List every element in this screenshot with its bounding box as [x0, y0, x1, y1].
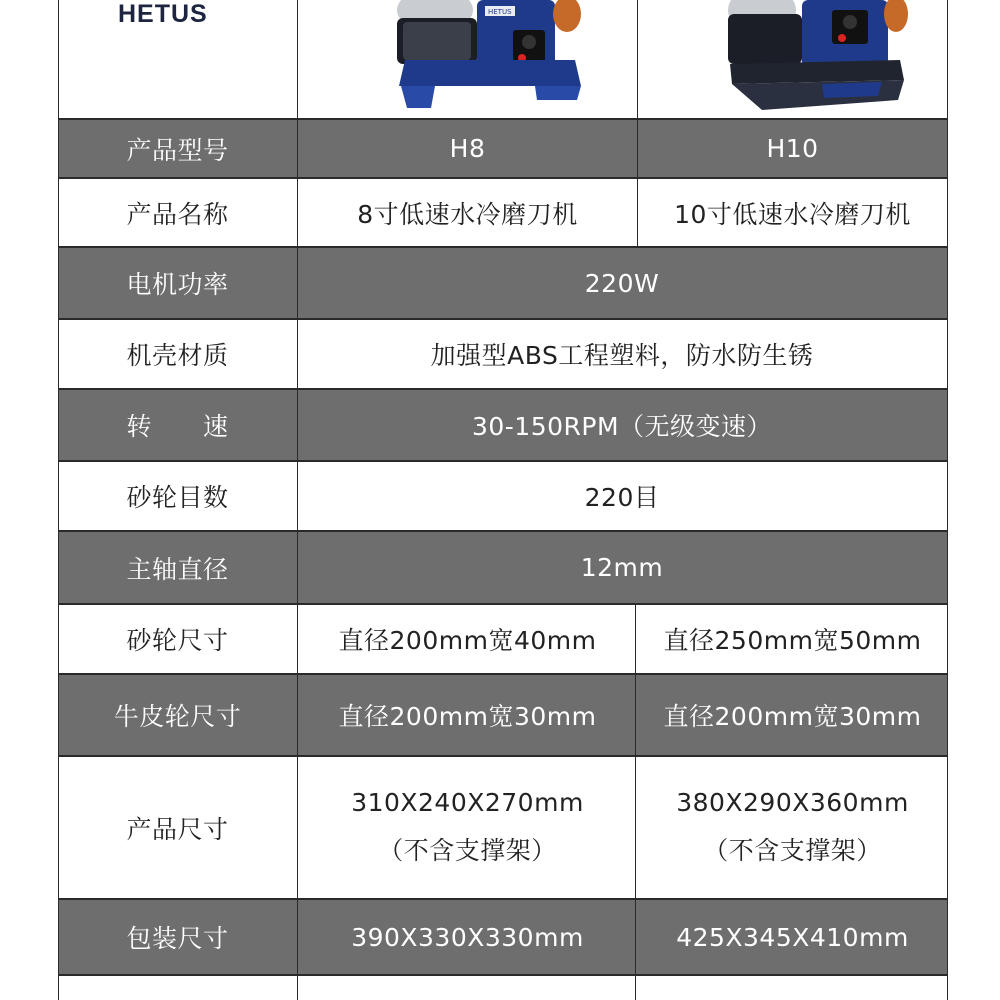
row-leather-wheel [58, 674, 947, 756]
value-grit: 220目 [584, 483, 660, 512]
value-spindle: 12mm [580, 553, 664, 582]
grinder-h8-image [385, 0, 595, 112]
value-h8-leather-wheel: 直径200mm宽30mm [338, 702, 597, 731]
value-speed: 30-150RPM（无级变速） [471, 412, 773, 441]
label-power: 电机功率 [126, 270, 229, 299]
value-h8-package-size: 390X330X330mm [351, 922, 584, 952]
row-product-size [58, 756, 947, 899]
grid-line-h12 [58, 974, 948, 976]
label-spindle: 主轴直径 [126, 554, 229, 584]
svg-text:HETUS: HETUS [488, 8, 512, 16]
row-name [58, 178, 947, 247]
grid-line-h10 [58, 755, 948, 757]
value-h8-product-size-note: （不含支撑架） [378, 836, 557, 865]
value-h10-product-size-note: （不含支撑架） [703, 836, 882, 865]
label-speed: 转 速 [126, 412, 229, 441]
value-h8-model: H8 [449, 134, 486, 163]
row-speed [58, 389, 947, 461]
row-wheel-size [58, 604, 947, 674]
grid-line-h6 [58, 460, 948, 462]
label-name: 产品名称 [126, 199, 229, 229]
grid-line-h7 [58, 530, 948, 532]
grid-line-h1 [58, 118, 948, 120]
grid-line-h4 [58, 318, 948, 320]
row-next-partial [58, 975, 947, 1000]
grid-line-h8 [58, 603, 948, 605]
grid-line-col-divider-a [637, 0, 638, 247]
grid-line-h5 [58, 388, 948, 390]
row-package-size [58, 899, 947, 975]
value-h8-wheel-size: 直径200mm宽40mm [338, 626, 597, 655]
value-h8-name: 8寸低速水冷磨刀机 [357, 199, 578, 229]
grid-line-col-divider-b [635, 604, 636, 1000]
label-leather-wheel: 牛皮轮尺寸 [113, 702, 242, 731]
grinder-h10-image [722, 0, 912, 112]
label-package-size: 包装尺寸 [126, 924, 229, 953]
label-model: 产品型号 [126, 135, 229, 165]
value-h10-wheel-size: 直径250mm宽50mm [663, 626, 922, 655]
value-housing: 加强型ABS工程塑料，防水防生锈 [430, 341, 814, 370]
brand-logo: HETUS [118, 0, 208, 28]
grid-line-left [58, 0, 59, 1000]
grid-line-label-divider [297, 0, 298, 1000]
grid-line-h11 [58, 898, 948, 900]
value-power: 220W [584, 268, 660, 298]
value-h10-package-size: 425X345X410mm [676, 922, 909, 952]
grid-line-h3 [58, 246, 948, 248]
grid-line-right [947, 0, 948, 1000]
label-product-size: 产品尺寸 [126, 814, 229, 844]
value-h10-model: H10 [766, 134, 819, 163]
value-h10-product-size: 380X290X360mm [676, 788, 909, 817]
label-grit: 砂轮目数 [126, 483, 229, 512]
row-spindle [58, 531, 947, 604]
value-h8-product-size: 310X240X270mm [351, 788, 584, 817]
label-wheel-size: 砂轮尺寸 [126, 626, 229, 655]
grid-line-h9 [58, 673, 948, 675]
row-model [58, 119, 947, 178]
grid-line-h2 [58, 177, 948, 179]
row-grit [58, 461, 947, 531]
value-h10-leather-wheel: 直径200mm宽30mm [663, 702, 922, 731]
row-housing [58, 319, 947, 389]
label-housing: 机壳材质 [126, 341, 229, 370]
value-h10-name: 10寸低速水冷磨刀机 [674, 199, 911, 229]
row-power [58, 247, 947, 319]
